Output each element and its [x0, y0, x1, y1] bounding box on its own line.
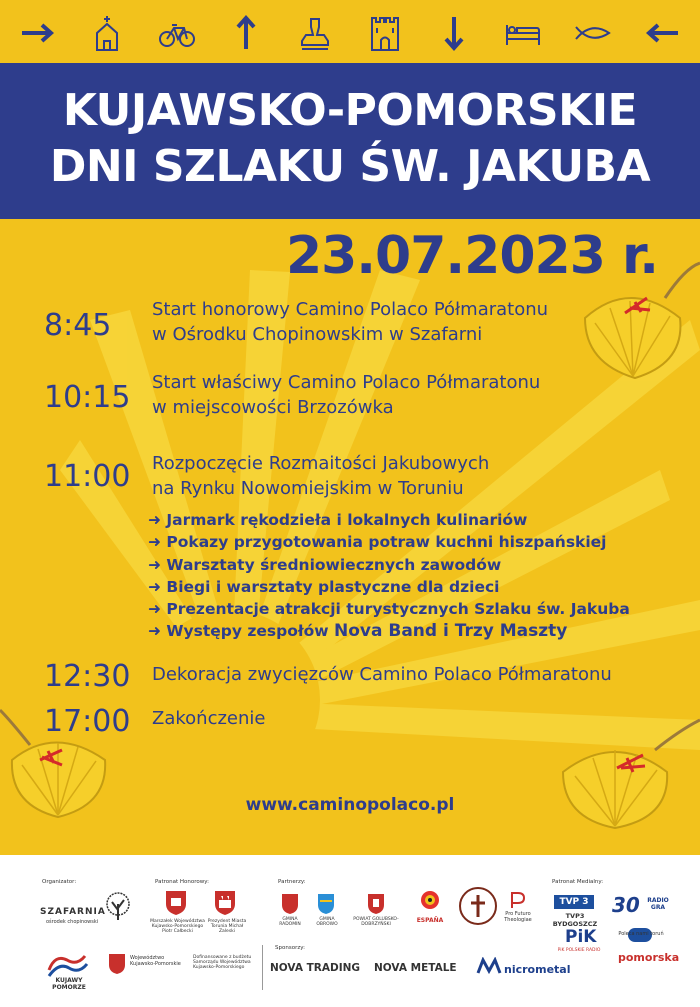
partner2-name: GMINA OBROWO [316, 917, 338, 927]
pik-logo: PiK [565, 927, 597, 947]
nicrometal-logo-icon [476, 957, 502, 975]
list-item-text: Prezentacje atrakcji turystycznych Szlaku św. Jakuba [166, 600, 630, 619]
list-item [148, 554, 630, 576]
schedule-line: w miejscowości Brzozówka [152, 397, 394, 418]
brotherhood-seal-icon [458, 885, 498, 927]
media-label: Patronat Medialny: [552, 879, 604, 885]
schedule-line: Dekoracja zwycięzców Camino Polaco Półmaratonu [152, 664, 612, 685]
schedule-line: Zakończenie [152, 708, 266, 729]
wojewodztwo-name: Województwo Kujawsko-Pomorskie [130, 955, 181, 967]
arrow-up-icon [226, 13, 266, 53]
tree-logo-icon [103, 890, 133, 930]
obrowo-crest-icon [317, 893, 335, 915]
partner3-name: POWIAT GOLUBSKO-DOBRZYŃSKI [353, 917, 399, 927]
patron1-name: Marszałek Województwa Kujawsko-Pomorskiego Piotr Całbecki [150, 919, 205, 934]
pro-futuro-logo-icon [510, 891, 526, 909]
schedule-description [152, 297, 548, 347]
bicycle-icon [157, 13, 197, 53]
partner4-name: ESPAÑA [416, 917, 444, 924]
icon-bar [0, 10, 700, 56]
kujawy-name: KUJAWY POMORZE [52, 977, 86, 991]
media5-name: pomorska [618, 951, 680, 964]
list-item [148, 576, 630, 598]
arrow-right-icon [18, 13, 58, 53]
website-link[interactable]: www.caminopolaco.pl [245, 795, 455, 815]
activities-list [148, 509, 630, 643]
fish-icon [573, 13, 613, 53]
stamp-icon [295, 13, 335, 53]
title-line-1: KUJAWSKO-POMORSKIE [62, 85, 638, 136]
media1-name: TVP3 BYDGOSZCZ [552, 912, 598, 928]
radio-gra-30-logo: 30 [612, 893, 640, 917]
schedule-time: 12:30 [44, 659, 131, 694]
organizer-label: Organizator: [42, 879, 77, 885]
schedule-description [152, 662, 612, 687]
patron2-name: Prezydent Miasta Torunia Michał Zaleski [207, 919, 247, 934]
list-item-text: Występy zespołów [166, 622, 334, 641]
arrow-down-icon [434, 13, 474, 53]
arrow-right-icon: ➜ [148, 533, 161, 552]
schedule-description [152, 706, 265, 731]
list-item-text: Jarmark rękodzieła i lokalnych kulinariów [166, 511, 528, 529]
partner1-name: GMINA RADOMIN [279, 917, 301, 927]
media3-name: PiK POLSKIE RADIO [557, 948, 601, 953]
bands-names: Nova Band i Trzy Maszty [333, 621, 568, 642]
arrow-right-icon: ➜ [148, 555, 161, 574]
szafarnia-logo: SZAFARNIA [40, 907, 106, 917]
tvp3-logo: TVP 3 [554, 895, 594, 909]
title-banner [0, 63, 700, 219]
schedule-time: 17:00 [44, 704, 131, 739]
schedule-line: Start honorowy Camino Polaco Półmaratonu [152, 299, 549, 320]
sponsors-label: Sponsorzy: [275, 945, 305, 951]
arrow-right-icon: ➜ [148, 511, 161, 529]
church-icon [87, 13, 127, 53]
list-item-text: Pokazy przygotowania potraw kuchni hiszpańskiej [166, 533, 607, 552]
sponsors-footer [0, 855, 700, 1007]
schedule-line: w Ośrodku Chopinowskim w Szafarni [152, 324, 483, 345]
sponsor3-name: nicrometal [504, 963, 571, 976]
coat-of-arms-icon [165, 890, 187, 916]
partners-label: Partnerzy: [278, 879, 306, 885]
sponsor2-name: NOVA METALE [374, 962, 457, 974]
wojewodztwo-crest-icon [108, 953, 126, 975]
media2-name: RADIO GRA [647, 897, 669, 911]
list-item [148, 509, 630, 531]
szafarnia-subtitle: ośrodek chopinowski [46, 919, 99, 925]
divider [262, 945, 263, 990]
bed-icon [503, 13, 543, 53]
scallop-shell-icon [555, 710, 700, 835]
torun-crest-icon [214, 890, 236, 916]
schedule-time: 8:45 [44, 308, 112, 343]
partner5-name: Pro Futuro Theologiae [504, 911, 532, 923]
arrow-right-icon: ➜ [148, 600, 161, 619]
arrow-left-icon [642, 13, 682, 53]
radomin-crest-icon [281, 893, 299, 915]
arrow-right-icon: ➜ [148, 577, 161, 596]
sponsor1-name: NOVA TRADING [270, 962, 361, 974]
scallop-shell-icon [575, 258, 700, 388]
media4-name: Poleca nami toruń [618, 931, 664, 937]
patron-label: Patronat Honorowy: [155, 879, 209, 885]
schedule-line: Rozpoczęcie Rozmaitości Jakubowych [152, 453, 490, 474]
list-item [148, 598, 630, 620]
schedule-description [152, 370, 540, 420]
powiat-crest-icon [367, 893, 385, 915]
title-line-2: DNI SZLAKU ŚW. JAKUBA [49, 141, 651, 192]
schedule-line: Start właściwy Camino Polaco Półmaratonu [152, 372, 541, 393]
funding-note: Dofinansowane z budżetu Samorządu Województwa Kujawsko-Pomorskiego [193, 955, 252, 970]
list-item [148, 620, 630, 642]
schedule-time: 10:15 [44, 380, 131, 415]
schedule-description [152, 451, 489, 501]
espana-logo-icon [415, 888, 445, 918]
castle-icon [365, 13, 405, 53]
list-item-text: Biegi i warsztaty plastyczne dla dzieci [166, 577, 500, 596]
schedule-time: 11:00 [44, 459, 131, 494]
list-item-text: Warsztaty średniowiecznych zawodów [166, 555, 502, 574]
event-date: 23.07.2023 r. [285, 226, 658, 286]
schedule-line: na Rynku Nowomiejskim w Toruniu [152, 478, 464, 499]
list-item [148, 531, 630, 553]
arrow-right-icon: ➜ [148, 622, 161, 641]
